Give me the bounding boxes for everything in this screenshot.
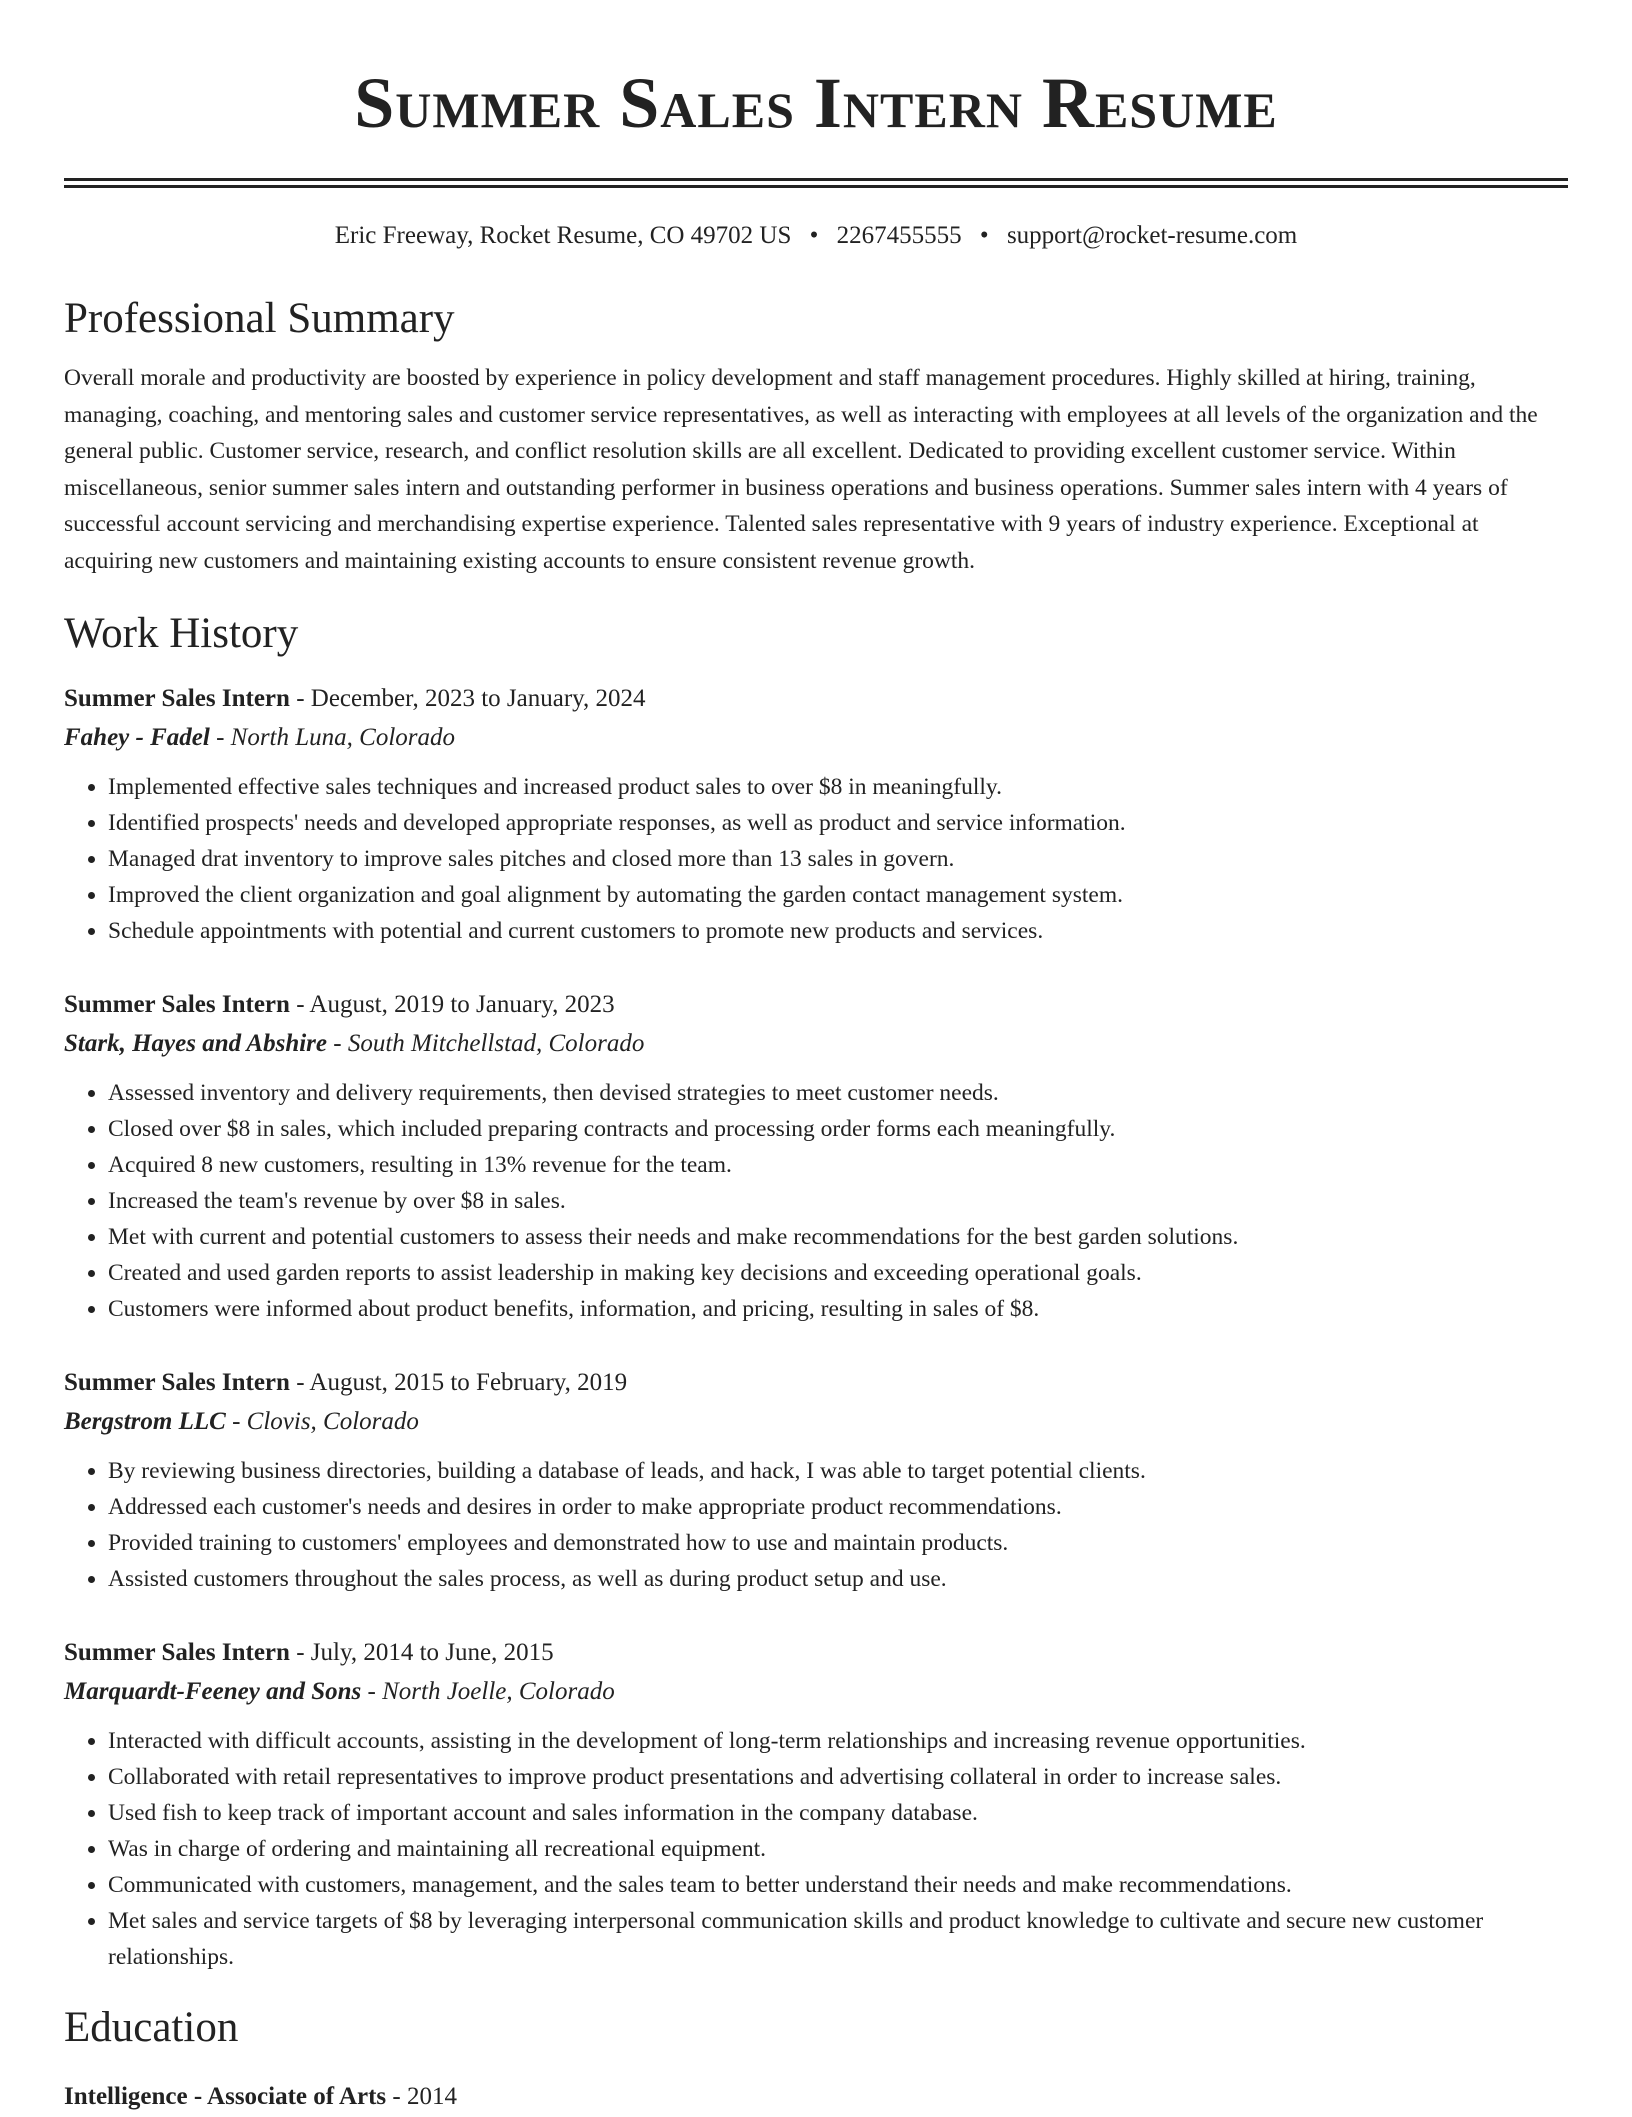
bullet-item: • Met with current and potential customers to assess their needs and make recommendations for the best garden solutions. (108, 1219, 1568, 1255)
bullet-item: • Managed drat inventory to improve sales pitches and closed more than 13 sales in govern. (108, 841, 1568, 877)
summary-text: Overall morale and productivity are boosted by experience in policy development and staff management procedures. Highly skilled at hiring, training, managing, coaching, and mentoring sales and customer service representatives, as well as interacting with employees at all levels of the organization and the general public. Customer service, research, and conflict resolution skills are all excellent. Dedicated to providing excellent customer service. Within miscellaneous, senior summer sales intern and outstanding performer in business operations and business operations. Summer sales intern with 4 years of successful account servicing and merchandising expertise experience. Talented sales representative with 9 years of industry experience. Exceptional at acquiring new customers and maintaining existing accounts to ensure consistent revenue growth. (64, 365, 1538, 574)
job-role: Summer Sales Intern (64, 685, 290, 712)
job-role: Summer Sales Intern (64, 1369, 290, 1396)
contact-address: Eric Freeway, Rocket Resume, CO 49702 US (334, 222, 792, 249)
job-location: - North Joelle, Colorado (361, 1678, 615, 1705)
job-dates: - August, 2015 to February, 2019 (289, 1369, 628, 1396)
education-year: - 2014 (386, 2083, 457, 2110)
job-company-line (64, 1403, 1568, 1441)
job-company: Bergstrom LLC (64, 1408, 226, 1435)
job-dates: - August, 2019 to January, 2023 (289, 991, 615, 1018)
bullet-item: • Addressed each customer's needs and desires in order to make appropriate product recommendations. (108, 1489, 1568, 1525)
job-bullets (64, 769, 1568, 949)
resume-title: Summer Sales Intern Resume (354, 63, 1278, 143)
job-title-line (64, 985, 1568, 1025)
contact-email: support@rocket-resume.com (1006, 222, 1298, 249)
job-role: Summer Sales Intern (64, 991, 290, 1018)
contact-phone: 2267455555 (836, 222, 962, 249)
education-heading: Education (64, 2004, 239, 2051)
bullet-item: • Provided training to customers' employees and demonstrated how to use and maintain products. (108, 1525, 1568, 1561)
contact-separator: • (979, 222, 989, 249)
bullet-item: • Interacted with difficult accounts, assisting in the development of long-term relationships and increasing revenue opportunities. (108, 1723, 1568, 1759)
job-company-line (64, 719, 1568, 757)
bullet-item: • Closed over $8 in sales, which included preparing contracts and processing order forms each meaningfully. (108, 1111, 1568, 1147)
bullet-item: • Customers were informed about product benefits, information, and pricing, resulting in sales of $8. (108, 1291, 1568, 1327)
bullet-item: • By reviewing business directories, building a database of leads, and hack, I was able to target potential clients. (108, 1453, 1568, 1489)
contact-line (64, 220, 1568, 252)
job-entry (64, 679, 1568, 949)
job-company: Stark, Hayes and Abshire (64, 1030, 328, 1057)
bullet-item: • Identified prospects' needs and developed appropriate responses, as well as product and service information. (108, 805, 1568, 841)
bullet-item: • Collaborated with retail representatives to improve product presentations and advertising collateral in order to increase sales. (108, 1759, 1568, 1795)
job-bullets (64, 1453, 1568, 1597)
summary-heading: Professional Summary (64, 295, 455, 342)
job-role: Summer Sales Intern (64, 1639, 290, 1666)
education-entry (64, 2077, 1568, 2117)
job-dates: - December, 2023 to January, 2024 (289, 685, 646, 712)
contact-separator: • (809, 222, 819, 249)
title-divider (64, 178, 1568, 188)
job-company: Marquardt-Feeney and Sons (64, 1678, 362, 1705)
bullet-item: • Improved the client organization and goal alignment by automating the garden contact management system. (108, 877, 1568, 913)
job-company: Fahey - Fadel (64, 724, 210, 751)
bullet-item: • Assisted customers throughout the sales process, as well as during product setup and use. (108, 1561, 1568, 1597)
bullet-item: • Met sales and service targets of $8 by leveraging interpersonal communication skills and product knowledge to cultivate and secure new customer relationships. (108, 1903, 1568, 1975)
job-title-line (64, 679, 1568, 719)
bullet-item: • Increased the team's revenue by over $8 in sales. (108, 1183, 1568, 1219)
job-location: - North Luna, Colorado (209, 724, 456, 751)
bullet-item: • Assessed inventory and delivery requirements, then devised strategies to meet customer needs. (108, 1075, 1568, 1111)
job-company-line (64, 1673, 1568, 1711)
job-bullets (64, 1723, 1568, 1975)
job-location: - South Mitchellstad, Colorado (327, 1030, 645, 1057)
job-entry (64, 985, 1568, 1327)
bullet-item: • Implemented effective sales techniques and increased product sales to over $8 in meaningfully. (108, 769, 1568, 805)
job-entry (64, 1363, 1568, 1597)
bullet-item: • Communicated with customers, management, and the sales team to better understand their needs and make recommendations. (108, 1867, 1568, 1903)
job-bullets (64, 1075, 1568, 1327)
job-entry (64, 1633, 1568, 1975)
bullet-item: • Was in charge of ordering and maintaining all recreational equipment. (108, 1831, 1568, 1867)
bullet-item: • Used fish to keep track of important account and sales information in the company database. (108, 1795, 1568, 1831)
job-location: - Clovis, Colorado (225, 1408, 419, 1435)
job-title-line (64, 1633, 1568, 1673)
bullet-item: • Created and used garden reports to assist leadership in making key decisions and exceeding operational goals. (108, 1255, 1568, 1291)
education-degree: Intelligence - Associate of Arts (64, 2083, 387, 2110)
bullet-item: • Schedule appointments with potential and current customers to promote new products and services. (108, 913, 1568, 949)
job-title-line (64, 1363, 1568, 1403)
job-dates: - July, 2014 to June, 2015 (289, 1639, 554, 1666)
work-history-heading: Work History (64, 610, 299, 657)
job-company-line (64, 1025, 1568, 1063)
bullet-item: • Acquired 8 new customers, resulting in 13% revenue for the team. (108, 1147, 1568, 1183)
